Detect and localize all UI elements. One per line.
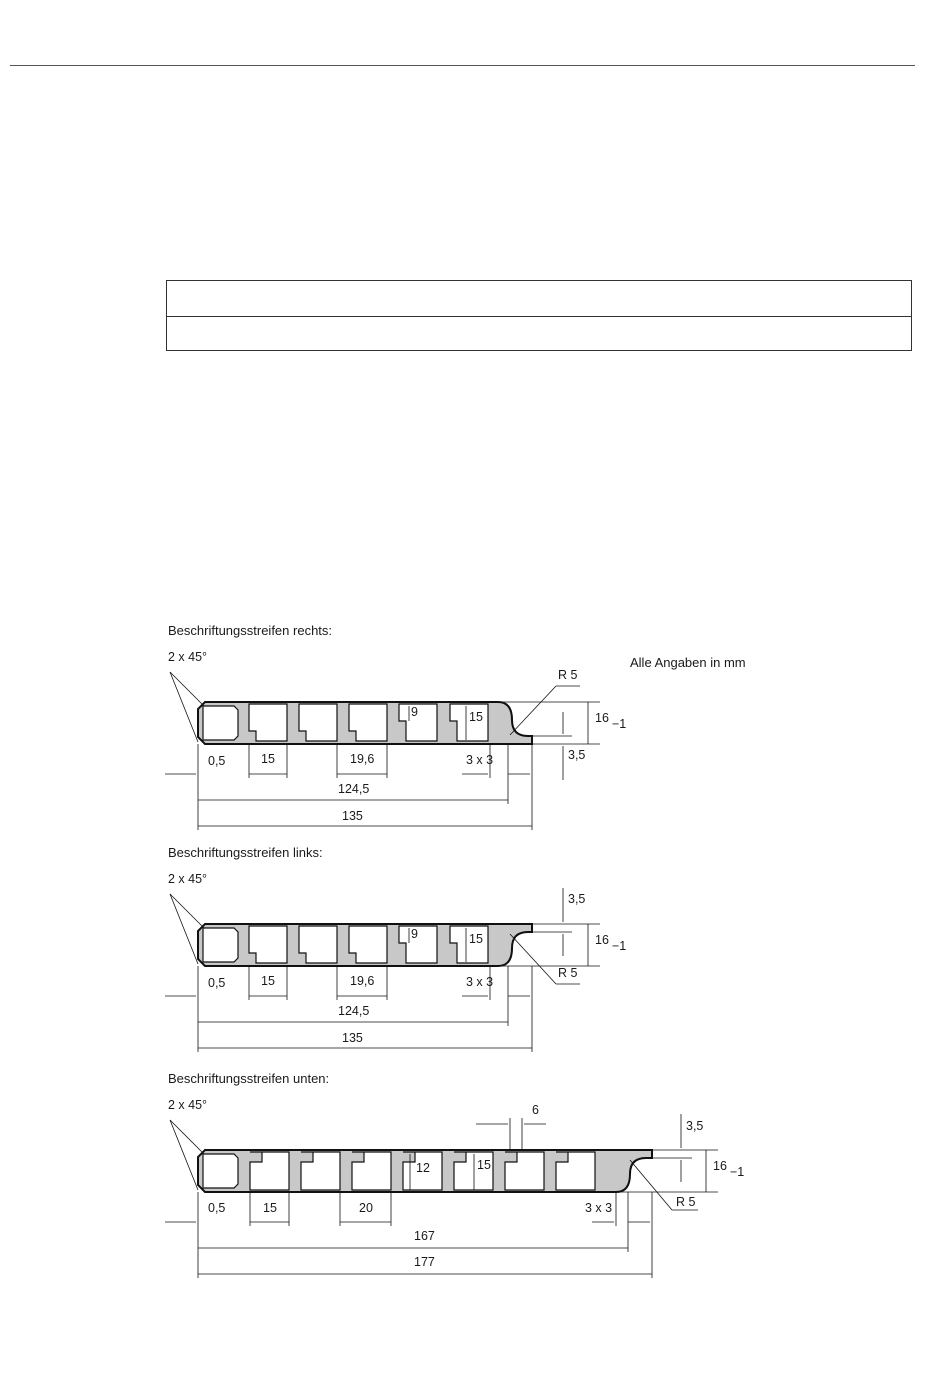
inner-length-label: 124,5 (338, 782, 370, 796)
inner-height-label: 9 (411, 927, 418, 941)
figure-title-bottom: Beschriftungsstreifen unten: (168, 1071, 330, 1086)
tolerance-label: −1 (730, 1165, 745, 1179)
notch-label: 3 x 3 (585, 1201, 613, 1215)
gap-label: 0,5 (208, 1201, 226, 1215)
pitch-label: 19,6 (350, 752, 375, 766)
cell-width-label: 15 (261, 974, 275, 988)
units-note: Alle Angaben in mm (630, 655, 746, 670)
gap-label: 0,5 (208, 754, 226, 768)
tolerance-label: −1 (612, 939, 627, 953)
inner-height-label: 9 (411, 705, 418, 719)
chamfer-label: 2 x 45° (168, 1098, 208, 1112)
tolerance-label: −1 (612, 717, 627, 731)
radius-label: R 5 (676, 1195, 696, 1209)
gap-label: 0,5 (208, 976, 226, 990)
outer-height-label: 15 (469, 932, 483, 946)
thickness-label: 16 (595, 933, 609, 947)
radius-label: R 5 (558, 668, 578, 682)
chamfer-label: 2 x 45° (168, 872, 208, 886)
cell-width-label: 15 (263, 1201, 277, 1215)
inner-length-label: 167 (414, 1229, 435, 1243)
cell-width-label: 15 (261, 752, 275, 766)
chamfer-label: 2 x 45° (168, 650, 208, 664)
notch-label: 3 x 3 (466, 753, 494, 767)
total-length-label: 177 (414, 1255, 435, 1269)
thickness-label: 16 (713, 1159, 727, 1173)
total-length-label: 135 (342, 1031, 363, 1045)
pitch-label: 19,6 (350, 974, 375, 988)
pitch-label: 20 (359, 1201, 373, 1215)
offset-label: 3,5 (568, 892, 586, 906)
thickness-label: 16 (595, 711, 609, 725)
offset-label: 3,5 (568, 748, 586, 762)
outer-height-label: 15 (477, 1158, 491, 1172)
figure-title-left: Beschriftungsstreifen links: (168, 845, 323, 860)
outer-height-label: 15 (469, 710, 483, 724)
total-length-label: 135 (342, 809, 363, 823)
notch-label: 3 x 3 (466, 975, 494, 989)
offset-label: 3,5 (686, 1119, 704, 1133)
inner-height-label: 12 (416, 1161, 430, 1175)
tab-width-label: 6 (532, 1103, 539, 1117)
figure-title-right: Beschriftungsstreifen rechts: (168, 623, 333, 638)
inner-length-label: 124,5 (338, 1004, 370, 1018)
radius-label: R 5 (558, 966, 578, 980)
